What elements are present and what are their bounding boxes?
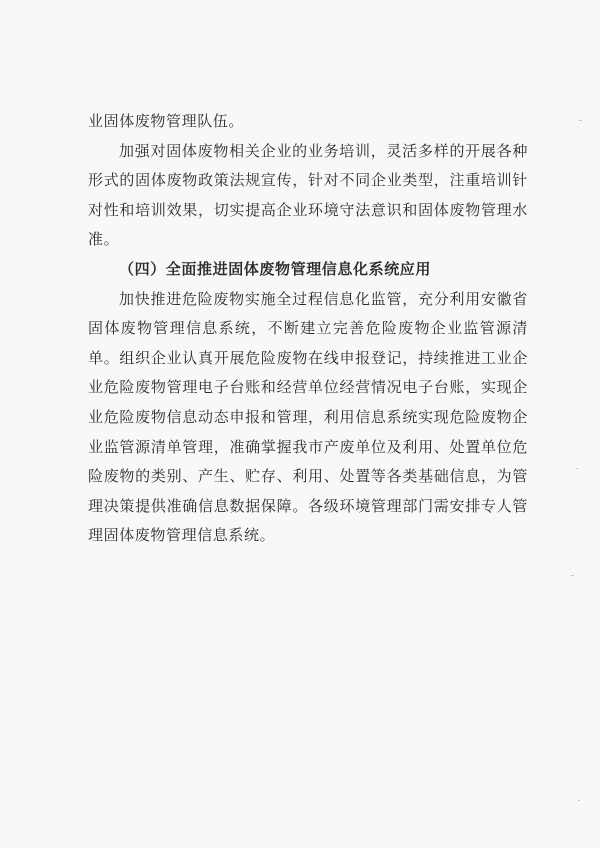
scan-artifact [571,575,574,576]
scan-artifact [578,800,580,801]
paragraph-information-system: 加快推进危险废物实施全过程信息化监管，充分利用安徽省固体废物管理信息系统，不断建立完善危险废物企业监管源清单。组织企业认真开展危险废物在线申报登记，持续推进工业企业危险废物管理电子台账和经营单位经营情况电子台账，实现企业危险废物信息动态申报和管理，利用信息系统实现危险废物企业监管源清单管理，准确掌握我市产废单位及利用、处置单位危险废物的类别、产生、贮存、利用、处置等各类基础信息，为管理决策提供准确信息数据保障。各级环境管理部门需安排专人管理固体废物管理信息系统。 [88,289,528,545]
section-heading: （四）全面推进固体废物管理信息化系统应用 [119,259,432,278]
scan-artifact [576,468,578,469]
paragraph-training: 加强对固体废物相关企业的业务培训，灵活多样的开展各种形式的固体废物政策法规宣传，针对不同企业类型，注重培训针对性和培训效果，切实提高企业环境守法意识和固体废物管理水准。 [88,141,528,249]
scan-artifact [579,120,582,121]
document-body [88,107,528,551]
paragraph-continuation: 业固体废物管理队伍。 [88,112,245,130]
